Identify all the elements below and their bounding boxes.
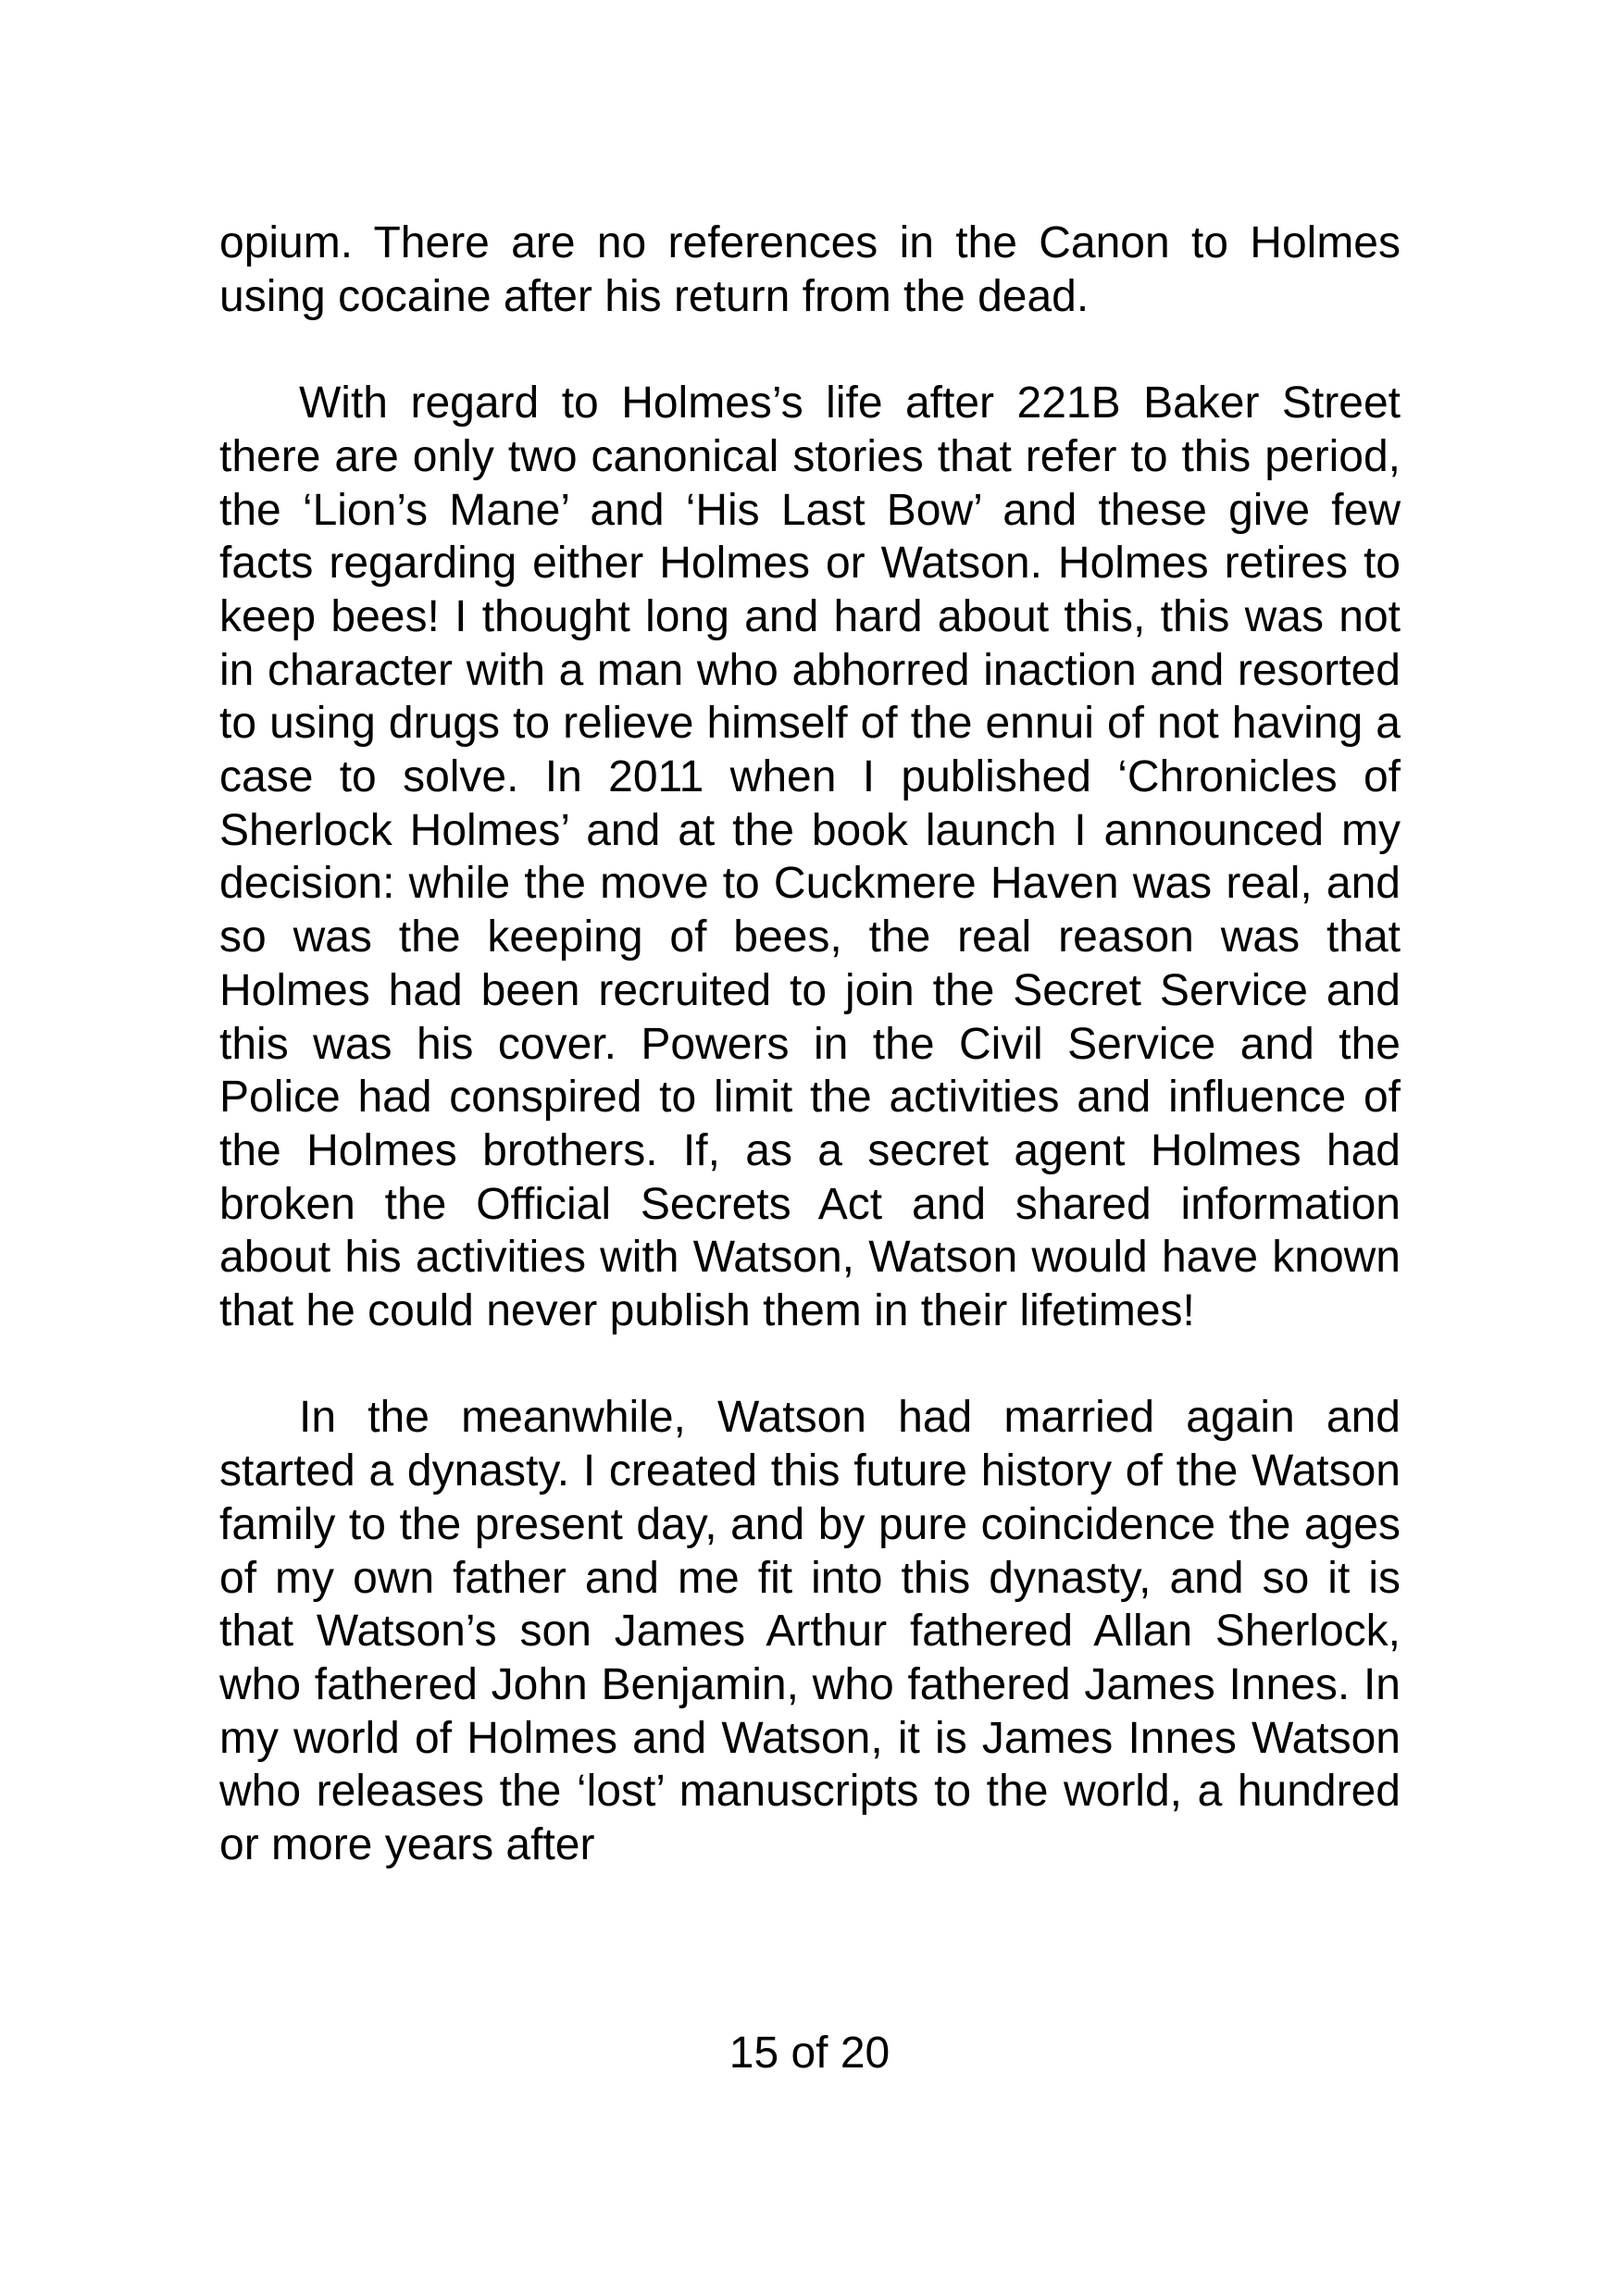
page-number: 15 of 20 [729, 2029, 890, 2078]
paragraph-opium: opium. There are no references in the Canon to Holmes using cocaine after his return from the dead. [219, 218, 1401, 321]
paragraph-watson-dynasty: In the meanwhile, Watson had married again and started a dynasty. I created this future history of the Watson family to the present day, and by pure coincidence the ages of my own father and me fit into this dynasty, and so it is that Watson’s son James Arthur fathered Allan Sherlock, who fathered John Benjamin, who fathered James Innes. In my world of Holmes and Watson, it is James Innes Watson who releases the ‘lost’ manuscripts to the world, a hundred or more years after [219, 1393, 1401, 1870]
paragraph-holmes-life: With regard to Holmes’s life after 221B Baker Street there are only two canonical stories that refer to this period, the ‘Lion’s Mane’ and ‘His Last Bow’ and these give few facts regarding either Holmes or Watson. Holmes retires to keep bees! I thought long and hard about this, this was not in character with a man who abhorred inaction and resorted to using drugs to relieve himself of the ennui of not having a case to solve. In 2011 when I published ‘Chronicles of Sherlock Holmes’ and at the book launch I announced my decision: while the move to Cuckmere Haven was real, and so was the keeping of bees, the real reason was that Holmes had been recruited to join the Secret Service and this was his cover. Powers in the Civil Service and the Police had conspired to limit the activities and influence of the Holmes brothers. If, as a secret agent Holmes had broken the Official Secrets Act and shared information about his activities with Watson, Watson would have known that he could never publish them in their lifetimes! [219, 379, 1401, 1336]
body-text [219, 217, 1401, 1872]
